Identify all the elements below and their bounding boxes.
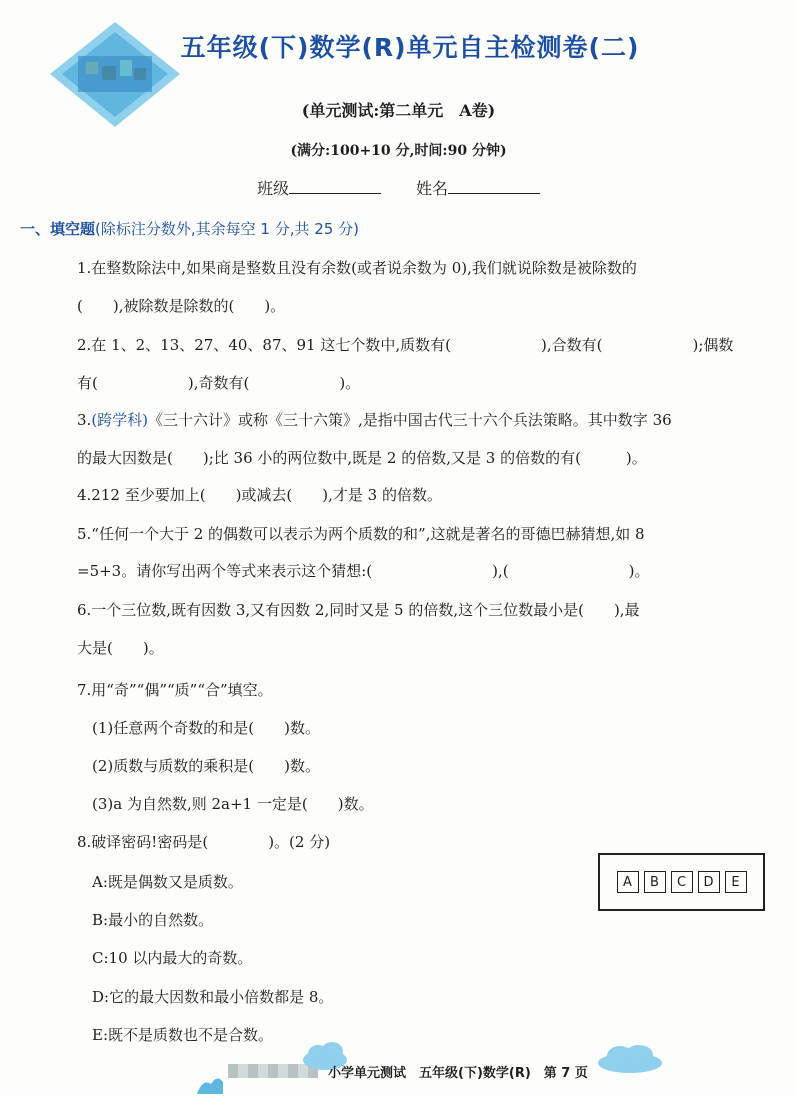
question-1-line-2: ( ),被除数是除数的( )。	[77, 297, 286, 315]
question-6-line-1: 6.一个三位数,既有因数 3,又有因数 2,同时又是 5 的倍数,这个三位数最小是( ),最	[77, 601, 640, 619]
question-7-part-1: (1)任意两个奇数的和是( )数。	[92, 719, 320, 737]
question-3-text: 《三十六计》或称《三十六策》,是指中国古代三十六个兵法策略。其中数字 36	[148, 411, 672, 429]
class-field[interactable]	[289, 179, 381, 194]
cipher-cell-a: A	[617, 871, 639, 893]
clue-d: D:它的最大因数和最小倍数都是 8。	[92, 988, 334, 1006]
question-7-part-3: (3)a 为自然数,则 2a+1 一定是( )数。	[92, 795, 374, 813]
clue-e: E:既不是质数也不是合数。	[92, 1026, 274, 1044]
page-footer: 小学单元测试 五年级(下)数学(R) 第 7 页	[328, 1066, 588, 1081]
cipher-box	[598, 853, 765, 911]
cipher-cell-d: D	[698, 871, 720, 893]
question-2-line-1: 2.在 1、2、13、27、40、87、91 这七个数中,质数有( ),合数有( );偶数	[77, 336, 734, 354]
cipher-cell-c: C	[671, 871, 693, 893]
name-label: 姓名	[416, 179, 449, 198]
question-7-part-2: (2)质数与质数的乘积是( )数。	[92, 757, 320, 775]
clue-c: C:10 以内最大的奇数。	[92, 949, 253, 967]
exam-title: 五年级(下)数学(R)单元自主检测卷(二)	[180, 33, 640, 62]
cipher-cell-e: E	[725, 871, 747, 893]
name-field[interactable]	[448, 179, 540, 194]
section-note: (除标注分数外,其余每空 1 分,共 25 分)	[95, 220, 359, 238]
question-5-line-1: 5.“任何一个大于 2 的偶数可以表示为两个质数的和”,这就是著名的哥德巴赫猜想,如 8	[77, 525, 645, 543]
clue-a: A:既是偶数又是质数。	[92, 873, 243, 891]
question-4: 4.212 至少要加上( )或减去( ),才是 3 的倍数。	[77, 486, 442, 504]
bird-icon	[195, 1072, 225, 1096]
class-label: 班级	[256, 179, 289, 198]
question-1-line-1: 1.在整数除法中,如果商是整数且没有余数(或者说余数为 0),我们就说除数是被除数的	[77, 259, 637, 277]
cipher-cell-b: B	[644, 871, 666, 893]
clue-b: B:最小的自然数。	[92, 911, 214, 929]
question-5-line-2: =5+3。请你写出两个等式来表示这个猜想:( ),( )。	[77, 562, 650, 580]
cloud-icon	[595, 1043, 665, 1073]
question-8: 8.破译密码!密码是( )。(2 分)	[77, 833, 331, 851]
section-heading	[20, 218, 359, 239]
question-2-line-2: 有( ),奇数有( )。	[77, 374, 361, 392]
section-title: 一、填空题	[20, 220, 96, 238]
student-info-line	[0, 176, 797, 199]
exam-subtitle: (单元测试:第二单元 A卷)	[301, 101, 496, 120]
question-3-number: 3.	[77, 411, 92, 429]
cross-subject-tag: (跨学科)	[91, 411, 149, 429]
score-time-info: (满分:100+10 分,时间:90 分钟)	[290, 143, 507, 159]
question-7: 7.用“奇”“偶”“质”“合”填空。	[77, 681, 273, 699]
question-6-line-2: 大是( )。	[77, 639, 164, 657]
question-3-line-2: 的最大因数是( );比 36 小的两位数中,既是 2 的倍数,又是 3 的倍数的有( )。	[77, 449, 647, 467]
question-3-line-1	[77, 410, 672, 430]
